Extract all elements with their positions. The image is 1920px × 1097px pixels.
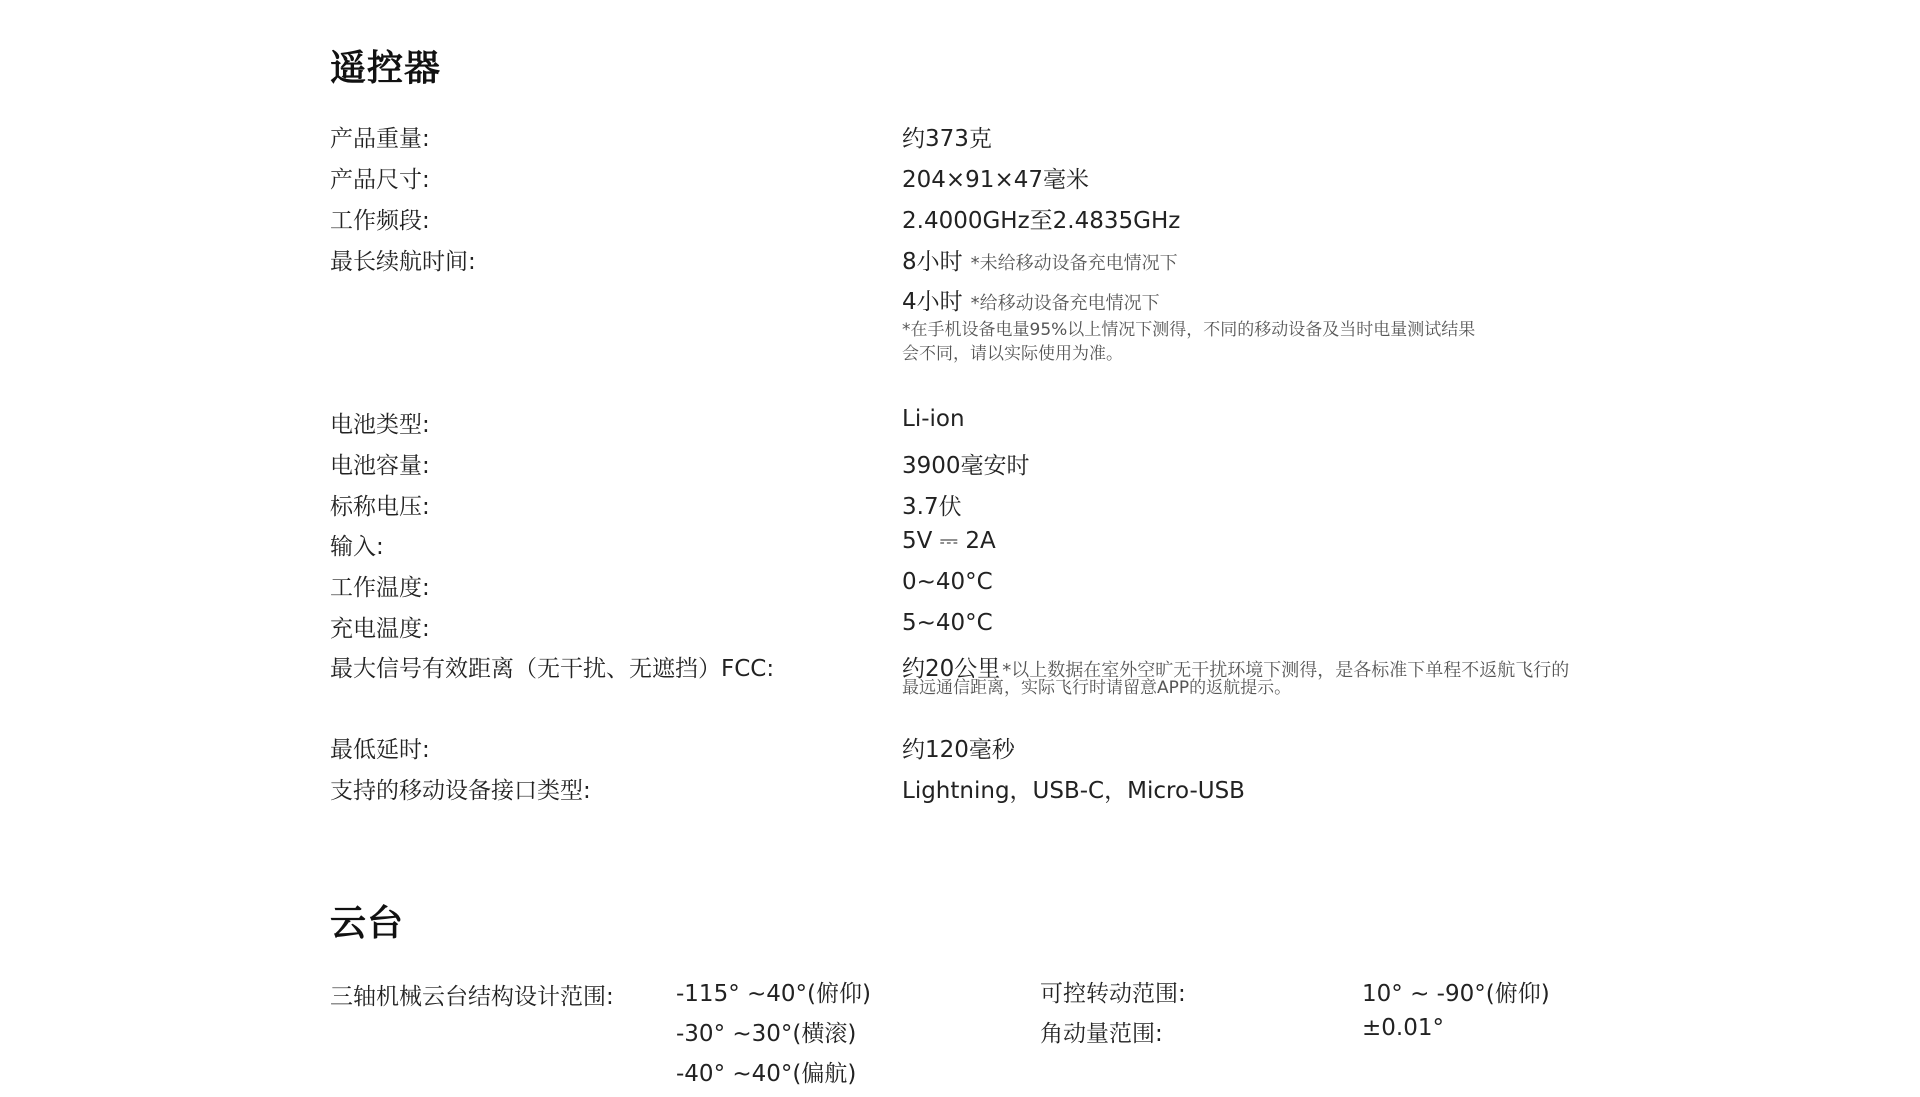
spec-value: Lightning，USB-C，Micro-USB xyxy=(902,778,1245,804)
spec-row-voltage xyxy=(330,488,1630,520)
spec-label: 电池类型: xyxy=(330,412,430,438)
gimbal-mech-range-yaw: -40° ~40°(偏航) xyxy=(676,1061,857,1087)
spec-label: 最低延时: xyxy=(330,737,430,763)
spec-row-latency xyxy=(330,731,1630,763)
gimbal-angular-label: 角动量范围: xyxy=(1040,1021,1163,1047)
spec-value: Li-ion xyxy=(902,406,965,432)
spec-value: 约120毫秒 xyxy=(902,737,1015,763)
spec-row-weight xyxy=(330,120,1630,152)
spec-label: 工作温度: xyxy=(330,575,430,601)
spec-row-input xyxy=(330,528,1630,560)
section-title-remote: 遥控器 xyxy=(330,48,442,89)
spec-label: 产品尺寸: xyxy=(330,167,430,193)
spec-label: 产品重量: xyxy=(330,126,430,152)
range-footnote xyxy=(902,676,1291,700)
spec-value: 5V ⎓ 2A xyxy=(902,528,996,554)
footnote-line: *在手机设备电量95%以上情况下测得，不同的移动设备及当时电量测试结果 xyxy=(902,320,1476,340)
spec-row-battery-capacity xyxy=(330,447,1630,479)
spec-value-main: 4小时 xyxy=(902,289,963,315)
gimbal-angular-value: ±0.01° xyxy=(1362,1015,1444,1041)
spec-row-endurance xyxy=(330,243,1630,275)
spec-label: 工作频段: xyxy=(330,208,430,234)
spec-label: 充电温度: xyxy=(330,616,430,642)
gimbal-control-range-value: 10° ~ -90°(俯仰) xyxy=(1362,981,1550,1007)
spec-value-main: 约20公里 xyxy=(902,656,1001,682)
spec-value: 0~40°C xyxy=(902,569,993,595)
spec-label: 最大信号有效距离（无干扰、无遮挡）FCC: xyxy=(330,656,775,682)
spec-value: 3900毫安时 xyxy=(902,453,1030,479)
battery-footnote xyxy=(902,318,1475,366)
spec-row-size xyxy=(330,161,1630,193)
gimbal-mech-range-label: 三轴机械云台结构设计范围: xyxy=(330,984,614,1010)
spec-inline-note: *未给移动设备充电情况下 xyxy=(970,253,1178,274)
spec-value: 204×91×47毫米 xyxy=(902,167,1089,193)
spec-row-battery-type xyxy=(330,406,1630,438)
spec-label: 输入: xyxy=(330,534,384,560)
footnote-line: 最远通信距离，实际飞行时请留意APP的返航提示。 xyxy=(902,678,1292,698)
spec-inline-note: *给移动设备充电情况下 xyxy=(970,293,1160,314)
section-title-gimbal: 云台 xyxy=(330,903,405,944)
gimbal-mech-range-pitch: -115° ~40°(俯仰) xyxy=(676,981,871,1007)
spec-value-main: 8小时 xyxy=(902,249,963,275)
spec-label: 标称电压: xyxy=(330,494,430,520)
spec-value: 2.4000GHz至2.4835GHz xyxy=(902,208,1181,234)
spec-row-operating-temp xyxy=(330,569,1630,601)
spec-value xyxy=(902,283,1160,316)
spec-inline-note: *以上数据在室外空旷无干扰环境下测得，是各标准下单程不返航飞行的 xyxy=(1002,660,1570,681)
spec-row-endurance-charging xyxy=(330,283,1630,315)
spec-value: 3.7伏 xyxy=(902,494,962,520)
gimbal-mech-range-roll: -30° ~30°(横滚) xyxy=(676,1021,857,1047)
spec-value: 约373克 xyxy=(902,126,992,152)
footnote-line: 会不同，请以实际使用为准。 xyxy=(902,344,1123,364)
gimbal-control-range-label: 可控转动范围: xyxy=(1040,981,1186,1007)
spec-label: 电池容量: xyxy=(330,453,430,479)
spec-value: 5~40°C xyxy=(902,610,993,636)
spec-label: 支持的移动设备接口类型: xyxy=(330,778,591,804)
spec-row-charging-temp xyxy=(330,610,1630,642)
spec-row-frequency xyxy=(330,202,1630,234)
spec-value xyxy=(902,243,1178,276)
spec-row-ports xyxy=(330,772,1630,804)
spec-label: 最长续航时间: xyxy=(330,249,476,275)
